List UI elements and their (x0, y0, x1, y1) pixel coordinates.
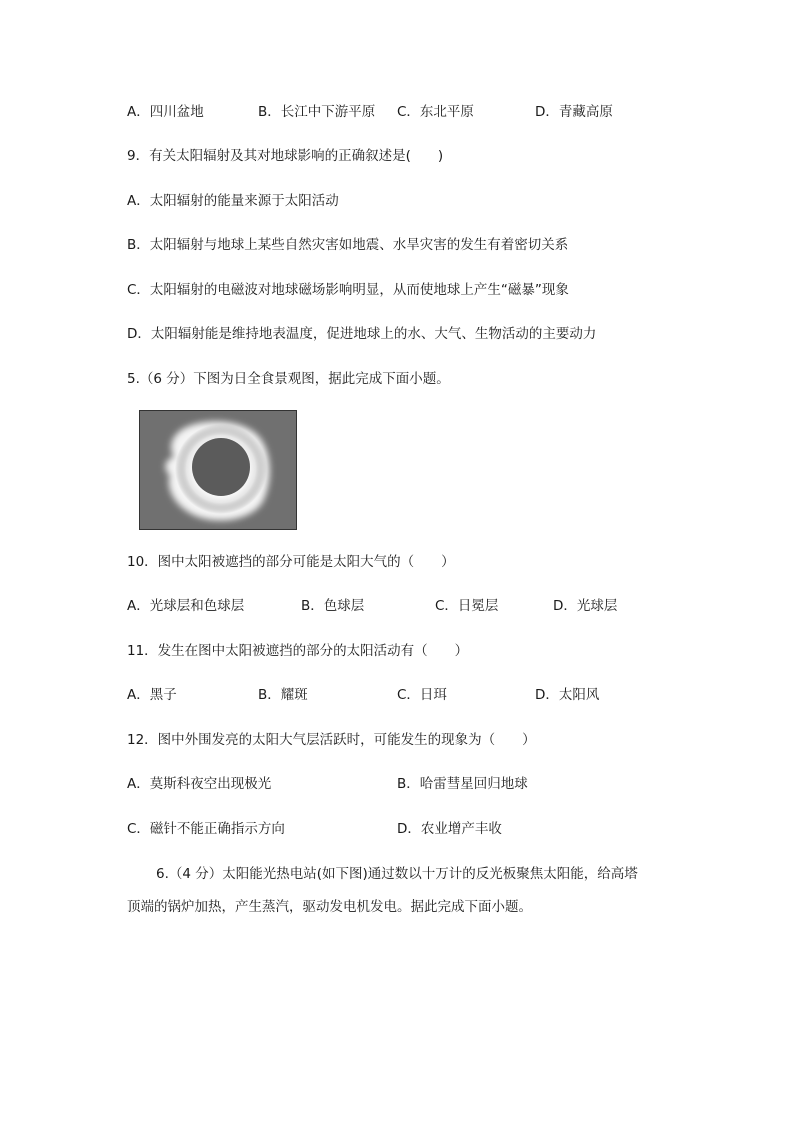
q9-option-a: A．太阳辐射的能量来源于太阳活动 (127, 193, 339, 209)
q10-stem: 10．图中太阳被遮挡的部分可能是太阳大气的（ ） (127, 554, 455, 570)
q8-option-a: A．四川盆地 (127, 104, 204, 120)
q12-option-b: B．哈雷彗星回归地球 (397, 776, 528, 792)
group6-intro-line2: 顶端的锅炉加热，产生蒸汽，驱动发电机发电。据此完成下面小题。 (127, 899, 532, 915)
q9-option-d: D．太阳辐射能是维持地表温度，促进地球上的水、大气、生物活动的主要动力 (127, 326, 597, 342)
q10-option-c: C．日冕层 (435, 598, 499, 614)
q12-option-a: A．莫斯科夜空出现极光 (127, 776, 272, 792)
q11-stem: 11．发生在图中太阳被遮挡的部分的太阳活动有（ ） (127, 643, 469, 659)
eclipse-illustration (140, 411, 295, 528)
group5-intro: 5.（6 分）下图为日全食景观图，据此完成下面小题。 (127, 371, 450, 387)
q9-stem: 9．有关太阳辐射及其对地球影响的正确叙述是( ) (127, 148, 444, 164)
q10-option-b: B．色球层 (301, 598, 365, 614)
moon-disk (192, 438, 250, 496)
q12-option-c: C．磁针不能正确指示方向 (127, 821, 285, 837)
solar-eclipse-figure (139, 410, 297, 530)
q11-option-c: C．日珥 (397, 687, 447, 703)
q10-option-d: D．光球层 (553, 598, 618, 614)
q8-option-d: D．青藏高原 (535, 104, 613, 120)
q8-option-b: B．长江中下游平原 (258, 104, 376, 120)
q11-option-d: D．太阳风 (535, 687, 600, 703)
q12-stem: 12．图中外围发亮的太阳大气层活跃时，可能发生的现象为（ ） (127, 732, 536, 748)
q12-option-d: D．农业增产丰收 (397, 821, 502, 837)
q9-option-c: C．太阳辐射的电磁波对地球磁场影响明显，从而使地球上产生“磁暴”现象 (127, 282, 569, 298)
group6-intro-line1: 6.（4 分）太阳能光热电站(如下图)通过数以十万计的反光板聚焦太阳能，给高塔 (156, 866, 638, 882)
q8-option-c: C．东北平原 (397, 104, 474, 120)
q11-option-b: B．耀斑 (258, 687, 308, 703)
q11-option-a: A．黑子 (127, 687, 177, 703)
q10-option-a: A．光球层和色球层 (127, 598, 245, 614)
q9-option-b: B．太阳辐射与地球上某些自然灾害如地震、水旱灾害的发生有着密切关系 (127, 237, 569, 253)
